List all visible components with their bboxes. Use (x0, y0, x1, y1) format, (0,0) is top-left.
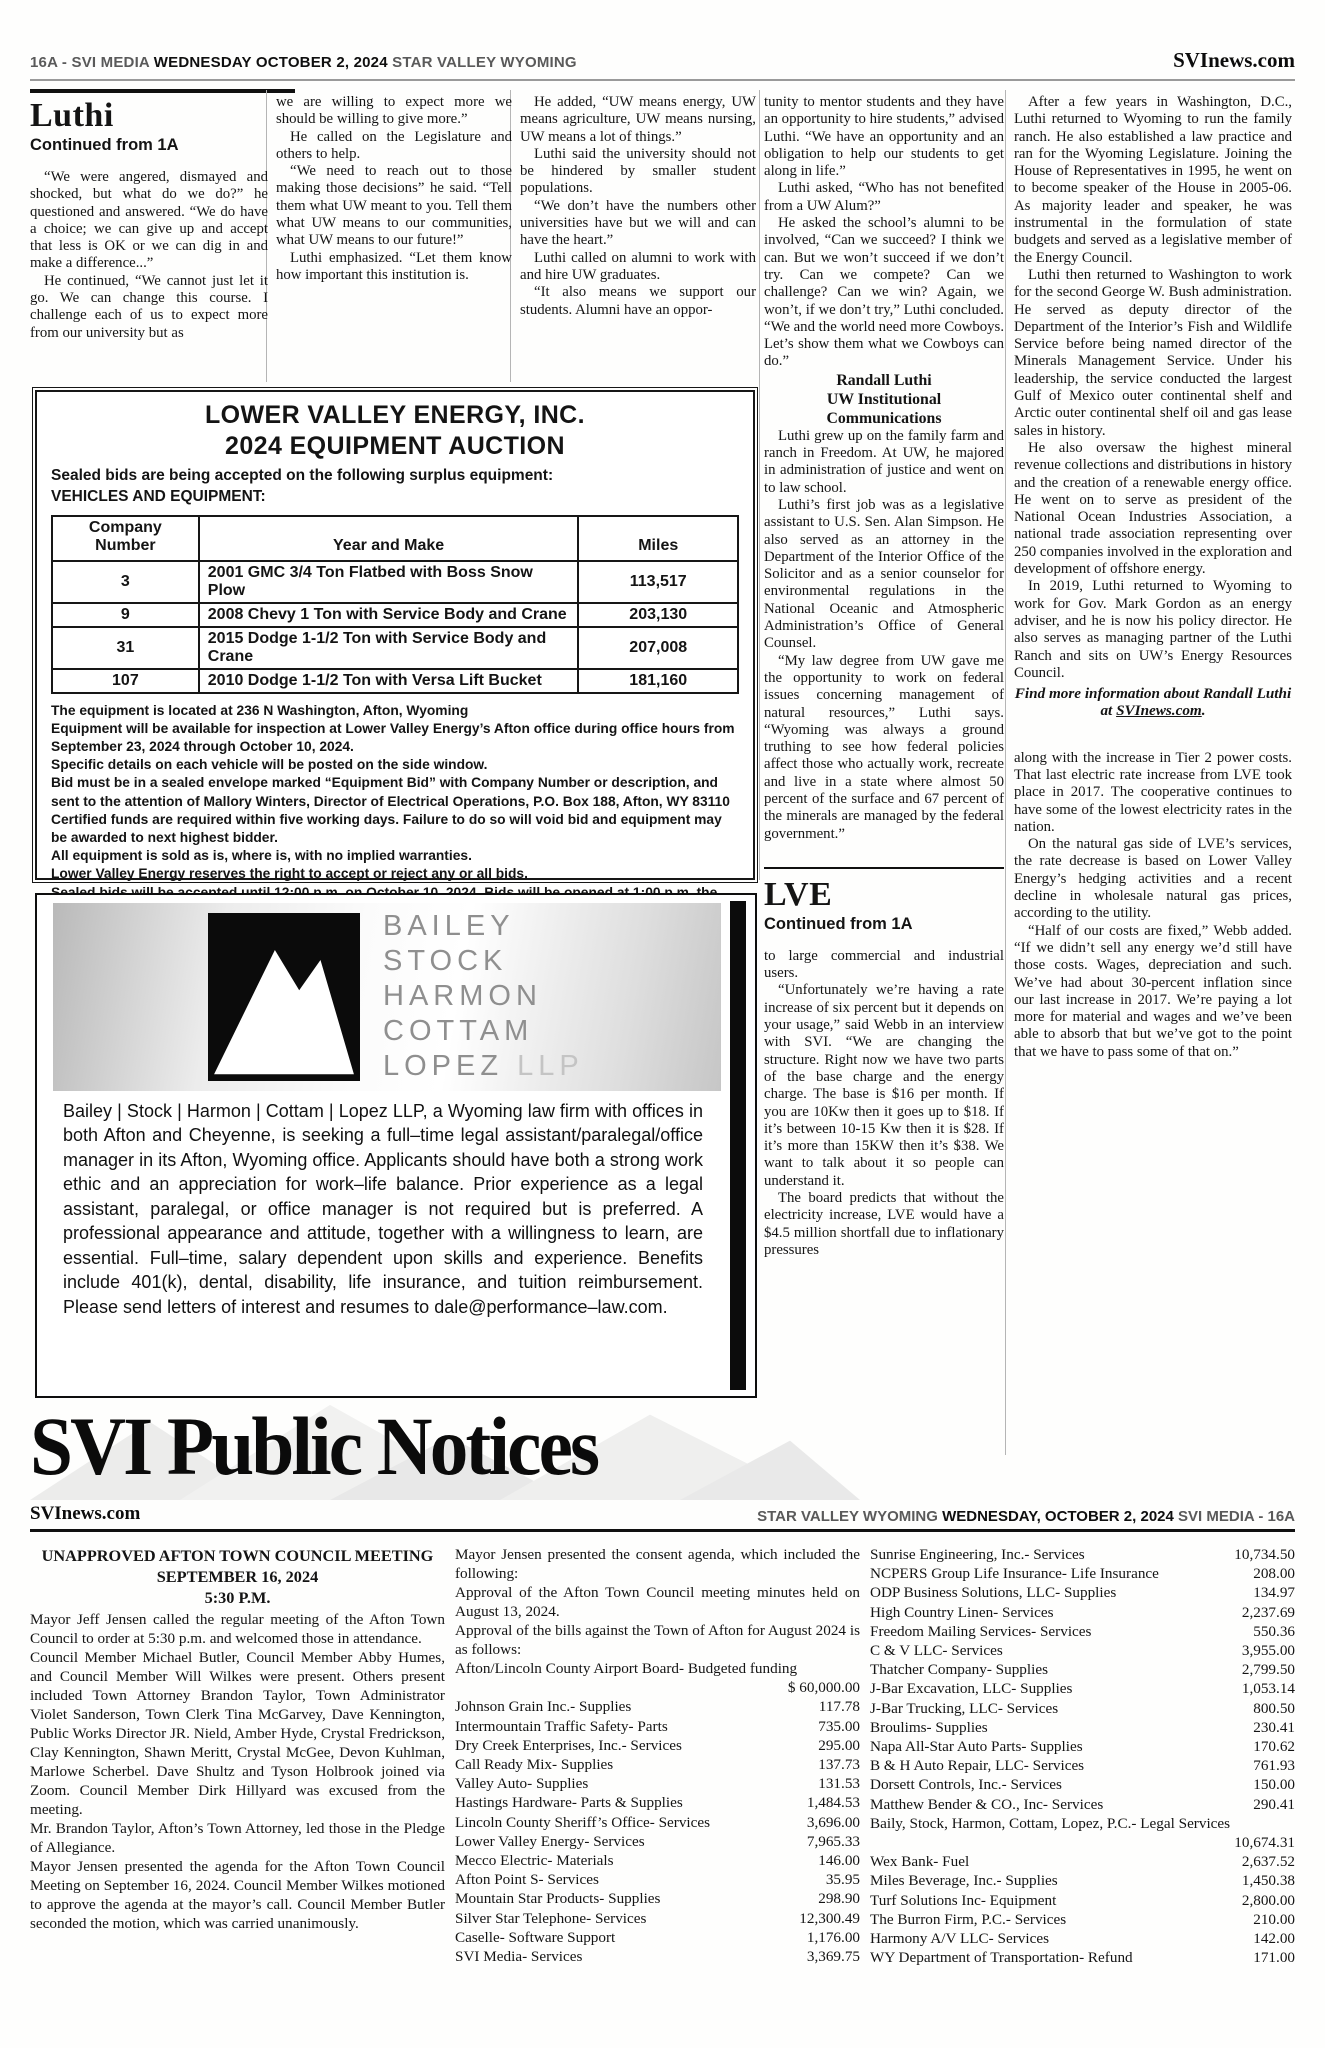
heading-line: UW Institutional (826, 390, 942, 408)
ledger-payee: J-Bar Excavation, LLC- Supplies (870, 1680, 1073, 1698)
luthi-article-col1 (30, 94, 268, 342)
ledger-amount: 1,053.14 (1241, 1680, 1295, 1698)
header-location: STAR VALLEY WYOMING (392, 54, 577, 71)
ledger-amount: 146.00 (818, 1852, 860, 1870)
article-paragraph: Luthi said the university should not be hindered by smaller student populations. (520, 145, 756, 197)
ledger-payee: Thatcher Company- Supplies (870, 1661, 1048, 1679)
auction-table-row (52, 669, 738, 693)
ledger-amount: 117.78 (818, 1698, 860, 1716)
article-title: Luthi (30, 97, 114, 134)
ledger-payee: ODP Business Solutions, LLC- Supplies (870, 1584, 1117, 1602)
ledger-row (455, 1813, 860, 1832)
firm-name-line: STOCK (383, 945, 508, 977)
ledger-row (870, 1545, 1295, 1564)
article-paragraph: Luthi grew up on the family farm and ranch in Freedom. At UW, he majored in administration of justice and went on to law school. (764, 427, 1004, 496)
firm-name-line: BAILEY (383, 910, 515, 942)
ledger-row (455, 1889, 860, 1908)
ledger-payee: Broulims- Supplies (870, 1718, 988, 1736)
top-header (30, 48, 1295, 73)
vehicle-company-number: 107 (52, 669, 199, 693)
council-meeting-heading (30, 1545, 445, 1608)
ledger-row (455, 1947, 860, 1966)
ledger-payee: Call Ready Mix- Supplies (455, 1756, 614, 1774)
notices-bar-media: SVI MEDIA - 16A (1178, 1508, 1295, 1525)
ledger-row (870, 1852, 1295, 1871)
ledger-amount: 230.41 (1253, 1718, 1295, 1736)
council-minutes-col2 (455, 1545, 860, 1966)
firm-name-lopez: LOPEZ (383, 1050, 504, 1082)
article-paragraph: After a few years in Washington, D.C., Luthi returned to Wyoming to run the family ranch. He also established a law practice and ran for the Wyoming Legislature. Joining the House of Representatives in 1995, he went on to become speaker of the House in 2005-06. As majority leader and speaker, he was instrumental in the formulation of state budgets and served as a legislative member of the Energy Council. (1014, 94, 1292, 266)
luthi-article-col3 (520, 94, 756, 319)
article-paragraph: He added, “UW means energy, UW means agriculture, UW means nursing, UW means a lot of things.” (520, 94, 756, 145)
ledger-payee: Afton Point S- Services (455, 1871, 599, 1889)
ledger-amount: 10,734.50 (1234, 1546, 1295, 1563)
ledger-payee: WY Department of Transportation- Refund (870, 1949, 1133, 1967)
ledger-payee: Turf Solutions Inc- Equipment (870, 1891, 1057, 1909)
header-rule (30, 79, 1295, 81)
ledger-amount: 170.62 (1253, 1738, 1295, 1756)
auction-table-row (52, 627, 738, 669)
ledger-row (455, 1793, 860, 1812)
ledger-payee: Dry Creek Enterprises, Inc.- Services (455, 1736, 682, 1754)
article-paragraph: He called on the Legislature and others to help. (276, 128, 512, 162)
ledger-payee: Sunrise Engineering, Inc.- Services (870, 1546, 1085, 1563)
ledger-payee: Wex Bank- Fuel (870, 1853, 970, 1871)
ledger-amount: 1,484.53 (806, 1794, 860, 1812)
auction-title-line1: LOWER VALLEY ENERGY, INC. (205, 401, 585, 429)
article-paragraph: tunity to mentor students and they have an opportunity to hire students,” advised Luthi. “We have an opportunity and an obligation to help our students to get along in life.” (764, 94, 1004, 180)
firm-name-line (383, 1049, 584, 1084)
lve-article-continuation (1014, 750, 1292, 1061)
ledger-row (870, 1891, 1295, 1910)
ledger-amount: 137.73 (818, 1756, 860, 1774)
vehicle-company-number: 3 (52, 561, 199, 603)
auction-table-row (52, 603, 738, 627)
ledger-payee: NCPERS Group Life Insurance- Life Insurance (870, 1565, 1159, 1583)
ledger-payee: C & V LLC- Services (870, 1642, 1003, 1660)
ledger-row (455, 1697, 860, 1716)
section-divider-rule (764, 867, 1004, 869)
ledger-amount: 1,450.38 (1241, 1872, 1295, 1890)
article-paragraph: to large commercial and industrial users. (764, 947, 1004, 982)
ledger-row (870, 1775, 1295, 1794)
luthi-article-col2 (276, 94, 512, 284)
ledger-row (870, 1948, 1295, 1967)
ledger-payee: Dorsett Controls, Inc.- Services (870, 1776, 1062, 1794)
vehicle-year-make: 2010 Dodge 1-1/2 Ton with Versa Lift Bucket (199, 669, 579, 693)
article-paragraph: Luthi called on alumni to work with and hire UW graduates. (520, 249, 756, 283)
ledger-row (870, 1737, 1295, 1756)
ledger-row (455, 1909, 860, 1928)
auction-title-line2: 2024 EQUIPMENT AUCTION (225, 431, 565, 460)
article-paragraph: He asked the school’s alumni to be involved, “Can we succeed? I think we can. But we won’t succeed if we don’t try. Can we compete? Can we challenge? Can we win? Again, we won’t, if we don’t try,” Luthi concluded. “We and the world need more Cowboys. Let’s show them what we Cowboys can do.” (764, 215, 1005, 370)
article-paragraph: Luthi emphasized. “Let them know how important this institution is. (276, 249, 512, 283)
continued-from-label: Continued from 1A (764, 914, 913, 933)
ledger-amount: 3,696.00 (806, 1813, 860, 1831)
ledger-row (455, 1928, 860, 1947)
ledger-payee: Caselle- Software Support (455, 1928, 616, 1946)
ledger-amount: $ 60,000.00 (787, 1679, 860, 1697)
ledger-amount: 800.50 (1253, 1699, 1295, 1717)
vehicle-miles: 207,008 (578, 627, 738, 669)
ledger-payee: Johnson Grain Inc.- Supplies (455, 1698, 632, 1716)
column-divider (759, 90, 760, 880)
luthi-article-col4 (764, 94, 1004, 1259)
ledger-amount: 298.90 (818, 1890, 860, 1908)
luthi-article-col5 (1014, 94, 1292, 1061)
ledger-payee: Miles Beverage, Inc.- Supplies (870, 1872, 1058, 1890)
ledger-row (870, 1603, 1295, 1622)
article-paragraph: Mayor Jeff Jensen called the regular meeting of the Afton Town Council to order at 5:30 p.m. and welcomed those in attendance. (30, 1611, 445, 1647)
auction-term: Specific details on each vehicle will be posted on the side window. (51, 757, 488, 773)
auction-table (51, 515, 739, 694)
notices-bar (30, 1502, 1295, 1532)
vehicle-year-make: 2015 Dodge 1-1/2 Ton with Service Body and Crane (199, 627, 579, 669)
ledger-row (455, 1832, 860, 1851)
notices-bar-date: WEDNESDAY, OCTOBER 2, 2024 (942, 1508, 1174, 1525)
auction-term: Lower Valley Energy reserves the right to accept or reject any or all bids. (51, 866, 528, 882)
ledger-row (870, 1679, 1295, 1698)
article-kicker-rule (30, 89, 295, 93)
byline (764, 371, 1004, 428)
find-more-text: Find more information about Randall Luthi at (1014, 685, 1292, 720)
ledger-amount: 210.00 (1253, 1910, 1295, 1928)
law-firm-logo-banner (53, 903, 721, 1091)
auction-intro: Sealed bids are being accepted on the following surplus equipment: (51, 467, 554, 484)
column-header-miles: Miles (578, 516, 738, 561)
ledger-amount: 7,965.33 (806, 1832, 860, 1850)
article-paragraph: “We don’t have the numbers other universities have but we will and can have the heart.” (520, 197, 756, 249)
council-minutes-col1 (30, 1545, 445, 1933)
column-divider (1005, 90, 1006, 1455)
auction-table-header-row (52, 516, 738, 561)
bills-ledger-left (455, 1659, 860, 1966)
ledger-row (455, 1774, 860, 1793)
ledger-payee: Hastings Hardware- Parts & Supplies (455, 1794, 683, 1812)
public-notices-title: SVI Public Notices (30, 1400, 598, 1492)
lve-article-title: LVE (764, 875, 833, 913)
ledger-row (870, 1910, 1295, 1929)
ledger-payee: Lower Valley Energy- Services (455, 1832, 645, 1850)
site-name: SVInews.com (1173, 48, 1295, 72)
council-minutes-col3 (870, 1545, 1295, 1967)
ledger-amount: 2,237.69 (1241, 1603, 1295, 1621)
article-paragraph: Luthi’s first job was as a legislative assistant to U.S. Sen. Alan Simpson. He also served as an attorney in the Department of the Interior Office of the Solicitor and as a senior counselor for environmental regulations in the National Oceanic and Atmospheric Administration’s Office of General Counsel. (764, 496, 1004, 652)
ledger-row (870, 1622, 1295, 1641)
ledger-row (870, 1795, 1295, 1814)
article-paragraph: “Unfortunately we’re having a rate increase of six percent but it depends on your usage,” said Webb in an interview with SVI. “We are changing the structure. Right now we have two parts of the base charge and the energy charge. The base is $16 per month. If you are 10Kw then it goes up to $18. If it’s between 10-15 Kw then it is $28. If it’s more than 15KW then it’s $38. We want to talk about it so people can understand it. (764, 982, 1004, 1189)
article-paragraph: Luthi asked, “Who has not benefited from a UW Alum?” (764, 180, 1004, 214)
mountain-logo-icon (208, 913, 360, 1081)
ledger-payee: Intermountain Traffic Safety- Parts (455, 1717, 668, 1735)
auction-term: The equipment is located at 236 N Washington, Afton, Wyoming (51, 702, 469, 718)
ledger-payee: Afton/Lincoln County Airport Board- Budgeted funding (455, 1660, 798, 1677)
find-more-note (1014, 685, 1292, 720)
ledger-payee: J-Bar Trucking, LLC- Services (870, 1699, 1059, 1717)
ledger-row (870, 1929, 1295, 1948)
ledger-payee: Mecco Electric- Materials (455, 1852, 614, 1870)
auction-term: Bid must be in a sealed envelope marked “Equipment Bid” with Company Number or description, and sent to the attention of Mallory Winters, Director of Electrical Operations, P.O. Box 188, Afton, WY 83110 Certified funds are required within five working days. Failure to do so will void bid and equipment may be awarded to next highest bidder. (51, 775, 730, 846)
heading-line: Randall Luthi (836, 371, 932, 389)
ledger-payee: Mountain Star Products- Supplies (455, 1890, 661, 1908)
column-header-year-make: Year and Make (199, 516, 579, 561)
ledger-amount: 3,369.75 (806, 1948, 860, 1966)
ledger-amount: 208.00 (1253, 1565, 1295, 1583)
ledger-amount: 3,955.00 (1241, 1642, 1295, 1660)
notices-bar-site: SVInews.com (30, 1503, 141, 1524)
ledger-amount: 10,674.31 (1234, 1834, 1295, 1852)
article-paragraph: The board predicts that without the electricity increase, LVE would have a $4.5 million shortfall due to inflationary pressures (764, 1190, 1004, 1258)
ledger-row (870, 1583, 1295, 1602)
ledger-row (870, 1871, 1295, 1890)
ledger-amount: 2,799.50 (1241, 1661, 1295, 1679)
header-date: WEDNESDAY OCTOBER 2, 2024 (153, 54, 388, 71)
ledger-row (870, 1718, 1295, 1737)
ledger-payee: Freedom Mailing Services- Services (870, 1622, 1092, 1640)
ledger-amount: 2,800.00 (1241, 1891, 1295, 1909)
article-paragraph: Mayor Jensen presented the agenda for the Afton Town Council Meeting on September 16, 2024. Council Member Wilkes motioned to approve the agenda at the mayor’s call. Council Member Butler seconded the motion, which was carried unanimously. (30, 1858, 445, 1932)
public-notices-masthead (30, 1396, 860, 1500)
ledger-amount: 142.00 (1253, 1930, 1295, 1948)
ledger-amount: 35.95 (825, 1871, 860, 1889)
ledger-amount: 134.97 (1253, 1584, 1295, 1602)
article-paragraph: He also oversaw the highest mineral revenue collections and distributions in history and the creation of a renewable energy office. He went on to serve as president of the National Ocean Industries Association, a national trade association representing over 250 companies involved in the exploration and development of offshore energy. (1014, 439, 1292, 578)
ledger-payee: High Country Linen- Services (870, 1603, 1054, 1621)
ad-right-black-bar (730, 901, 746, 1390)
vehicle-miles: 113,517 (578, 561, 738, 603)
ledger-row (870, 1660, 1295, 1679)
article-paragraph: Mayor Jensen presented the consent agenda, which included the following: (455, 1546, 860, 1582)
vehicle-company-number: 31 (52, 627, 199, 669)
article-paragraph: In 2019, Luthi returned to Wyoming to work for Gov. Mark Gordon as an energy adviser, and he is now his policy director. He also serves as managing partner of the Luthi Ranch and sits on UW’s Energy Resources Council. (1014, 578, 1292, 681)
ledger-row (870, 1756, 1295, 1775)
ledger-amount: 171.00 (1253, 1949, 1295, 1967)
vehicle-year-make: 2001 GMC 3/4 Ton Flatbed with Boss Snow Plow (199, 561, 579, 603)
article-paragraph: “We need to reach out to those making those decisions” he said. “Tell them what UW meant to you. Tell them what UW means to our communities, what UW means to our future!” (276, 163, 512, 249)
ledger-amount: 2,637.52 (1241, 1853, 1295, 1871)
ledger-payee: Napa All-Star Auto Parts- Supplies (870, 1738, 1083, 1756)
heading-line: UNAPPROVED AFTON TOWN COUNCIL MEETING (41, 1546, 434, 1565)
article-paragraph: we are willing to expect more we should be willing to give more.” (276, 94, 512, 128)
ledger-payee: Harmony A/V LLC- Services (870, 1930, 1049, 1948)
article-paragraph: He continued, “We cannot just let it go. We can change this course. I challenge each of us to expect more from our university but as (30, 272, 268, 341)
notices-bar-right (757, 1508, 1295, 1525)
ledger-row (455, 1851, 860, 1870)
vehicle-miles: 203,130 (578, 603, 738, 627)
ledger-row (455, 1717, 860, 1736)
ledger-row (455, 1755, 860, 1774)
ledger-row (455, 1870, 860, 1889)
ledger-payee: Baily, Stock, Harmon, Cottam, Lopez, P.C.- Legal Services (870, 1814, 1231, 1832)
article-paragraph: Luthi then returned to Washington to work for the second George W. Bush administration. He served as deputy director of the Department of the Interior’s Fish and Wildlife Service before being named director of the Minerals Management Service. Under his leadership, the service conducted the largest Gulf of Mexico outer continental shelf and Arctic outer continental shelf oil and gas lease sales in history. (1014, 266, 1292, 439)
auction-equipment-label: VEHICLES AND EQUIPMENT: (51, 487, 266, 505)
auction-term: All equipment is sold as is, where is, with no implied warranties. (51, 848, 472, 864)
law-firm-ad (35, 893, 757, 1398)
ledger-amount: 1,176.00 (806, 1928, 860, 1946)
firm-name-llp: LLP (517, 1050, 584, 1082)
ledger-row (870, 1814, 1295, 1852)
ledger-row (455, 1659, 860, 1697)
ledger-row (455, 1736, 860, 1755)
ledger-payee: SVI Media- Services (455, 1948, 583, 1966)
ledger-payee: B & H Auto Repair, LLC- Services (870, 1757, 1085, 1775)
header-left (30, 54, 577, 71)
article-paragraph: Approval of the bills against the Town of Afton for August 2024 is as follows: (455, 1622, 860, 1658)
ledger-amount: 761.93 (1253, 1757, 1295, 1775)
ledger-row (870, 1699, 1295, 1718)
vehicle-company-number: 9 (52, 603, 199, 627)
article-paragraph: along with the increase in Tier 2 power costs. That last electric rate increase from LVE took place in 2017. The cooperative continues to have some of the lowest electricity rates in the nation. (1014, 749, 1292, 835)
job-ad-text: Bailey | Stock | Harmon | Cottam | Lopez LLP, a Wyoming law firm with offices in both Afton and Cheyenne, is seeking a full–time legal assistant/paralegal/office manager in its Afton, Wyoming office. Applicants should have both a strong work ethic and an appreciation for work–life balance. Prior experience as a legal assistant, paralegal, or office manager is not required but is preferred. A professional appearance and attitude, together with a willingness to learn, are essential. Full–time, salary dependent upon skills and experience. Benefits include 401(k), dental, disability, life insurance, and tuition reimbursement. Please send letters of interest and resumes to dale@performance–law.com. (63, 1101, 703, 1317)
article-paragraph: “Half of our costs are fixed,” Webb added. “If we didn’t sell any energy we’d still have those costs. Wages, depreciation and such. We’ve had about 30-percent inflation since our last increase in 2017. We’re paying a lot more for material and wages and we’ve been able to absorb that but we’ve got to the point that we have to pass some of that on.” (1014, 922, 1292, 1060)
article-paragraph: “It also means we support our students. Alumni have an oppor- (520, 284, 756, 318)
ledger-amount: 12,300.49 (799, 1909, 860, 1927)
ledger-amount: 550.36 (1253, 1622, 1295, 1640)
article-paragraph: “We were angered, dismayed and shocked, but what do we do?” he questioned and answered. “We do have a choice; we can give up and accept that less is OK or we can dig in and make a difference...” (30, 168, 268, 272)
ledger-payee: The Burron Firm, P.C.- Services (870, 1910, 1067, 1928)
continued-from-label: Continued from 1A (30, 135, 179, 154)
column-header-company-number: Company Number (52, 516, 199, 561)
bills-ledger-right (870, 1545, 1295, 1967)
ledger-amount: 735.00 (818, 1717, 860, 1735)
vehicle-year-make: 2008 Chevy 1 Ton with Service Body and Crane (199, 603, 579, 627)
ledger-row (870, 1641, 1295, 1660)
notices-bar-location: STAR VALLEY WYOMING (757, 1508, 938, 1525)
article-paragraph: On the natural gas side of LVE’s services, the rate decrease is based on Lower Valley Energy’s hedging activities and a recent decline in wholesale natural gas prices, according to the utility. (1014, 836, 1292, 922)
ledger-row (870, 1564, 1295, 1583)
ledger-amount: 290.41 (1253, 1795, 1295, 1813)
ledger-payee: Silver Star Telephone- Services (455, 1909, 647, 1927)
vehicle-miles: 181,160 (578, 669, 738, 693)
ledger-amount: 131.53 (818, 1775, 860, 1793)
article-paragraph: Council Member Michael Butler, Council Member Abby Humes, and Council Member Will Wilkes were present. Others present included Town Attorney Brandon Taylor, Town Administrator Violet Sanderson, Town Clerk Tina McGarvey, Dave Kennington, Public Works Director JR. Nield, Amber Hyde, Crystal Fredrickson, Clay Kennington, Shawn Meritt, Crystal McGee, Devon Kuhlman, Marlowe Scherbel. Dave Shultz and Tyson Holbrook joined via Zoom. Council Member Dirk Hillyard was excused from the meeting. (30, 1649, 445, 1818)
firm-name-line: COTTAM (383, 1015, 534, 1047)
ledger-payee: Valley Auto- Supplies (455, 1775, 589, 1793)
page-label: 16A - SVI MEDIA (30, 54, 150, 71)
find-more-suffix: . (1201, 702, 1206, 720)
ledger-payee: Lincoln County Sheriff’s Office- Services (455, 1813, 711, 1831)
law-firm-name (383, 909, 584, 1084)
firm-name-line: HARMON (383, 980, 542, 1012)
article-paragraph: Mr. Brandon Taylor, Afton’s Town Attorney, led those in the Pledge of Allegiance. (30, 1820, 445, 1856)
ledger-amount: 150.00 (1253, 1776, 1295, 1794)
ledger-payee: Matthew Bender & CO., Inc- Services (870, 1795, 1104, 1813)
article-paragraph: Approval of the Afton Town Council meeting minutes held on August 13, 2024. (455, 1584, 860, 1620)
heading-line: SEPTEMBER 16, 2024 (156, 1567, 319, 1586)
auction-table-row (52, 561, 738, 603)
auction-notice (35, 390, 755, 880)
heading-line: Communications (826, 409, 942, 427)
auction-term: Equipment will be available for inspection at Lower Valley Energy’s Afton office during office hours from September 23, 2024 through October 10, 2024. (51, 720, 735, 755)
ledger-amount: 295.00 (818, 1736, 860, 1754)
svinews-link[interactable]: SVInews.com (1116, 702, 1202, 720)
heading-line: 5:30 P.M. (204, 1588, 271, 1607)
article-paragraph: “My law degree from UW gave me the opportunity to work on federal issues concerning management of natural resources,” Luthi says. “Wyoming was always a ground truthing to see how federal policies affect those who actually work, recreate and live in a state where almost 50 percent of the surface and 67 percent of the minerals are managed by the federal government.” (764, 652, 1004, 842)
